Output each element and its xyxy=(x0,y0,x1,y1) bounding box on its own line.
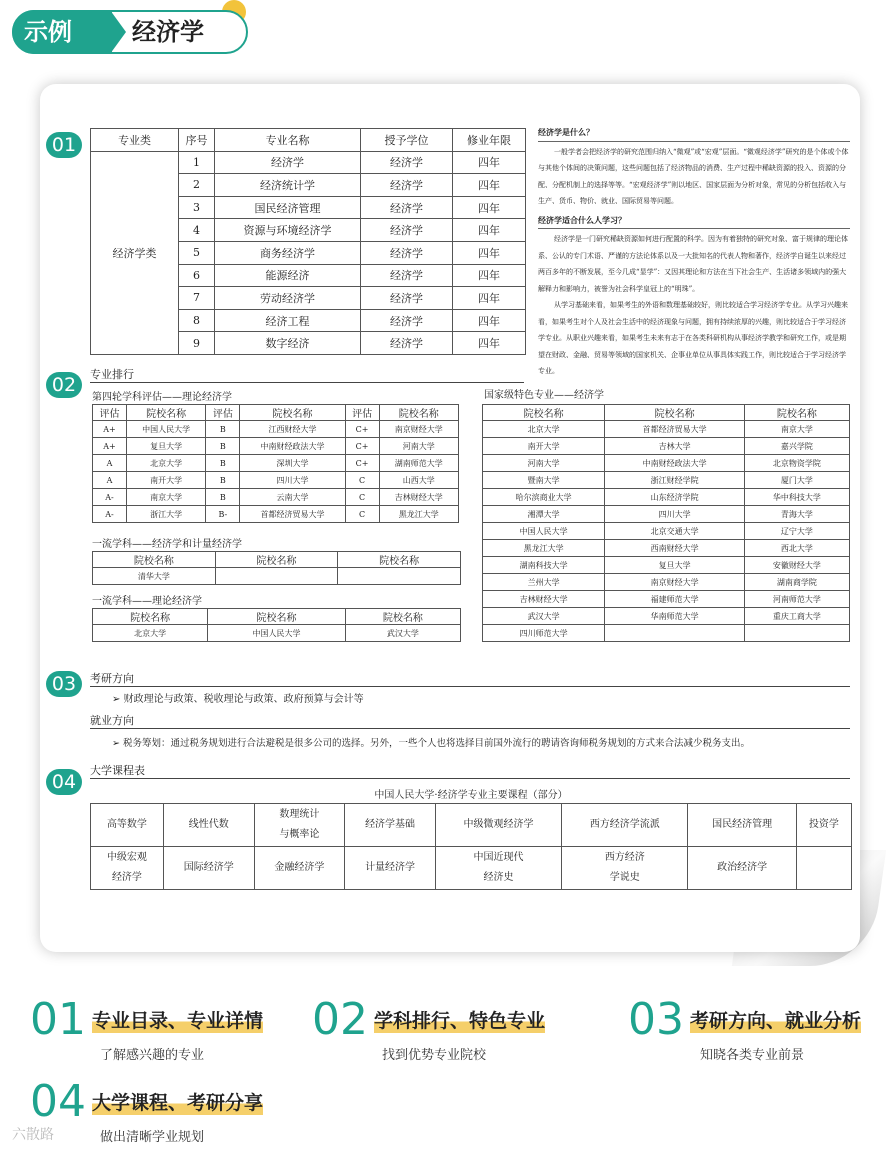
table-cell: A xyxy=(93,455,127,472)
table-cell: 国民经济管理 xyxy=(215,196,361,219)
table-row xyxy=(93,489,459,506)
table-cell xyxy=(744,625,849,642)
table-cell: 河南师范大学 xyxy=(744,591,849,608)
table-cell: 四川师范大学 xyxy=(483,625,605,642)
intro-question-2: 经济学适合什么人学习？ xyxy=(538,212,850,230)
table-cell: 首都经济贸易大学 xyxy=(240,506,345,523)
feature-3 xyxy=(628,994,862,1063)
nat-title: 国家级特色专业——经济学 xyxy=(484,390,604,401)
table-cell: 能源经济 xyxy=(215,264,361,287)
table-cell: A- xyxy=(93,506,127,523)
watermark: 六散路 xyxy=(12,1127,54,1143)
header-cell: 院校名称 xyxy=(240,405,345,421)
table-cell: B xyxy=(206,472,240,489)
intro-paragraph-2: 经济学是一门研究稀缺资源如何进行配置的科学。因为有着独特的研究对象、富于规律的理论体系、公认的专门术语、严谨的方法论体系以及一大批知名的代表人物和著作，经济学自诞生以来经过两百多年的不断发展，至今几成“显学”：又因其理论和方法在当下社会生产、生活诸多领域内的强大解释力和影响力，被誉为社会科学皇冠上的“明珠”。 xyxy=(538,235,848,293)
table-cell: 山西大学 xyxy=(379,472,458,489)
table-cell: A+ xyxy=(93,438,127,455)
course-cell xyxy=(796,847,851,890)
fc2-table xyxy=(92,608,461,642)
table-cell: 经济学 xyxy=(361,219,453,242)
section-number-01: 01 xyxy=(46,132,82,158)
course-cell: 高等数学 xyxy=(91,804,164,847)
table-row xyxy=(93,472,459,489)
courses-caption: 中国人民大学·经济学专业主要课程（部分） xyxy=(374,790,568,801)
fc2-title: 一流学科——理论经济学 xyxy=(92,596,202,607)
table-row xyxy=(483,489,850,506)
feature-2-head: 学科排行、特色专业 xyxy=(374,1006,545,1033)
feature-1-head: 专业目录、专业详情 xyxy=(92,1006,263,1033)
table-cell: C+ xyxy=(345,455,379,472)
course-cell: 西方经济学流派 xyxy=(562,804,688,847)
table-cell: C xyxy=(345,506,379,523)
table-cell: 四年 xyxy=(453,174,526,197)
table-cell: 7 xyxy=(179,287,215,310)
table-cell: 深圳大学 xyxy=(240,455,345,472)
header-cell: 院校名称 xyxy=(345,609,460,625)
table-row xyxy=(93,421,459,438)
section-number-02: 02 xyxy=(46,372,82,398)
table-cell: B- xyxy=(206,506,240,523)
grad-text: 财政理论与政策、税收理论与政策、政府预算与会计等 xyxy=(123,694,364,705)
table-cell: 复旦大学 xyxy=(605,557,745,574)
table-cell: 湘潭大学 xyxy=(483,506,605,523)
table-row xyxy=(483,540,850,557)
header-cell: 院校名称 xyxy=(744,405,849,421)
table-cell: 暨南大学 xyxy=(483,472,605,489)
grad-title: 考研方向 xyxy=(90,670,850,687)
rank-title: 专业排行 xyxy=(90,366,524,383)
table-cell: 北京交通大学 xyxy=(605,523,745,540)
table-row xyxy=(483,625,850,642)
table-cell: 北京大学 xyxy=(127,455,206,472)
header-cell: 院校名称 xyxy=(379,405,458,421)
header-cell: 院校名称 xyxy=(93,609,208,625)
table-row xyxy=(483,455,850,472)
header-cell: 评估 xyxy=(345,405,379,421)
course-cell: 计量经济学 xyxy=(345,847,436,890)
section-number-04: 04 xyxy=(46,769,82,795)
table-cell: 经济学 xyxy=(361,332,453,355)
table-cell: 四川大学 xyxy=(240,472,345,489)
table-cell: 经济学 xyxy=(361,241,453,264)
job-item xyxy=(112,735,750,749)
feature-1-num: 01 xyxy=(30,994,86,1045)
table-row xyxy=(93,455,459,472)
table-cell: 兰州大学 xyxy=(483,574,605,591)
table-cell: 北京大学 xyxy=(483,421,605,438)
course-cell: 中国近现代 经济史 xyxy=(435,847,561,890)
feature-2 xyxy=(312,994,546,1063)
course-cell: 投资学 xyxy=(796,804,851,847)
table-cell: 武汉大学 xyxy=(483,608,605,625)
table-cell: C+ xyxy=(345,421,379,438)
table-cell: 4 xyxy=(179,219,215,242)
header-tag: 示例 xyxy=(12,10,112,54)
course-cell: 数理统计 与概率论 xyxy=(254,804,345,847)
table-cell: C+ xyxy=(345,438,379,455)
feature-1-desc: 了解感兴趣的专业 xyxy=(100,1048,205,1063)
table-cell: B xyxy=(206,455,240,472)
job-text: 税务筹划：通过税务规划进行合法避税是很多公司的选择。另外，一些个人也将选择目前国外流行的聘请咨询师税务规划的方式来合法减少税务支出。 xyxy=(123,738,751,749)
feature-2-desc: 找到优势专业院校 xyxy=(382,1048,487,1063)
table-cell: 中国人民大学 xyxy=(483,523,605,540)
table-cell: 商务经济学 xyxy=(215,241,361,264)
table-row xyxy=(483,574,850,591)
table-cell: C xyxy=(345,472,379,489)
course-cell: 中级微观经济学 xyxy=(435,804,561,847)
table-cell: A- xyxy=(93,489,127,506)
table-cell xyxy=(605,625,745,642)
intro-paragraph-3: 从学习基础来看，如果考生的外语和数理基础较好，则比较适合学习经济学专业。从学习兴趣来看，如果考生对个人及社会生活中的经济现象与问题，拥有持续浓厚的兴趣，则比较适合于学习经济学专业。从职业兴趣来看，如果考生未来有志于在各类科研机构从事经济学教学和研究工作，或是期望在财政、金融、贸易等领域的国家机关、企事业单位从事具体实践工作，则比较适合于学习经济学专业。 xyxy=(538,301,848,375)
table-row xyxy=(91,151,526,174)
course-cell: 国民经济管理 xyxy=(688,804,796,847)
table-cell: 四年 xyxy=(453,196,526,219)
table-row xyxy=(483,506,850,523)
table-cell: 中国人民大学 xyxy=(127,421,206,438)
table-cell xyxy=(338,568,461,585)
table-cell: 经济统计学 xyxy=(215,174,361,197)
th-years: 修业年限 xyxy=(453,129,526,152)
table-cell: 湖南科技大学 xyxy=(483,557,605,574)
table-cell: B xyxy=(206,438,240,455)
feature-1 xyxy=(30,994,264,1063)
intro-text xyxy=(538,122,850,380)
table-cell: 北京大学 xyxy=(93,625,208,642)
table-cell: 四年 xyxy=(453,151,526,174)
table-cell: 复旦大学 xyxy=(127,438,206,455)
feature-3-desc: 知晓各类专业前景 xyxy=(700,1048,805,1063)
table-cell: 中南财经政法大学 xyxy=(605,455,745,472)
course-cell: 经济学基础 xyxy=(345,804,436,847)
table-cell: 四年 xyxy=(453,287,526,310)
table-cell: 南京大学 xyxy=(744,421,849,438)
table-cell: 中国人民大学 xyxy=(208,625,346,642)
table-cell: 黑龙江大学 xyxy=(379,506,458,523)
table-cell: 8 xyxy=(179,309,215,332)
courses-table xyxy=(90,803,852,890)
table-row xyxy=(483,438,850,455)
table-cell: 青海大学 xyxy=(744,506,849,523)
category-cell: 经济学类 xyxy=(91,151,179,354)
table-cell: 经济学 xyxy=(361,264,453,287)
table-cell: A xyxy=(93,472,127,489)
course-cell: 西方经济 学说史 xyxy=(562,847,688,890)
table-cell: 西北大学 xyxy=(744,540,849,557)
table-cell: 数字经济 xyxy=(215,332,361,355)
table-cell: B xyxy=(206,421,240,438)
table-row xyxy=(483,608,850,625)
table-cell: 厦门大学 xyxy=(744,472,849,489)
table-cell: 2 xyxy=(179,174,215,197)
table-cell: 福建师范大学 xyxy=(605,591,745,608)
table-cell: 辽宁大学 xyxy=(744,523,849,540)
table-cell: 黑龙江大学 xyxy=(483,540,605,557)
course-cell: 中级宏观 经济学 xyxy=(91,847,164,890)
table-row xyxy=(93,625,461,642)
table-row xyxy=(91,847,852,890)
intro-paragraph-1: 一般学者会把经济学的研究范围归纳入“微观”或“宏观”层面。“微观经济学”研究的是个体或个体与其他个体间的决策问题，这些问题包括了经济物品的消费、生产过程中稀缺资源的投入、资源的分配、分配机制上的选择等等。“宏观经济学”则以地区、国家层面为分析对象，常见的分析包括收入与生产、货币、物价、就业、国际贸易等问题。 xyxy=(538,147,849,205)
table-cell: 经济学 xyxy=(361,287,453,310)
course-cell: 国际经济学 xyxy=(163,847,254,890)
table-cell: B xyxy=(206,489,240,506)
table-cell: 北京物资学院 xyxy=(744,455,849,472)
table-cell: 劳动经济学 xyxy=(215,287,361,310)
intro-question-1: 经济学是什么？ xyxy=(538,124,850,142)
feature-4-desc: 做出清晰学业规划 xyxy=(100,1130,205,1145)
eval-table xyxy=(92,404,459,523)
feature-4-num: 04 xyxy=(30,1076,86,1127)
table-cell: 南京财经大学 xyxy=(379,421,458,438)
feature-3-num: 03 xyxy=(628,994,684,1045)
table-cell: 湖南师范大学 xyxy=(379,455,458,472)
table-cell: 浙江大学 xyxy=(127,506,206,523)
table-cell: 首都经济贸易大学 xyxy=(605,421,745,438)
table-cell: 浙江财经学院 xyxy=(605,472,745,489)
courses-title: 大学课程表 xyxy=(90,762,850,779)
table-cell: 吉林大学 xyxy=(605,438,745,455)
table-cell: 山东经济学院 xyxy=(605,489,745,506)
grad-item xyxy=(112,690,364,705)
table-cell: 6 xyxy=(179,264,215,287)
table-cell: 西南财经大学 xyxy=(605,540,745,557)
table-cell: 经济学 xyxy=(361,151,453,174)
eval-title: 第四轮学科评估——理论经济学 xyxy=(92,392,232,403)
table-row xyxy=(91,804,852,847)
table-cell: 南开大学 xyxy=(127,472,206,489)
header-cell: 院校名称 xyxy=(338,552,461,568)
table-cell: 经济学 xyxy=(215,151,361,174)
table-row xyxy=(93,438,459,455)
table-cell: 武汉大学 xyxy=(345,625,460,642)
th-degree: 授予学位 xyxy=(361,129,453,152)
table-cell: 江西财经大学 xyxy=(240,421,345,438)
header-title: 经济学 xyxy=(132,18,204,46)
major-table xyxy=(90,128,526,355)
table-cell: 吉林财经大学 xyxy=(379,489,458,506)
table-cell: 9 xyxy=(179,332,215,355)
header-cell: 院校名称 xyxy=(215,552,338,568)
table-cell: 安徽财经大学 xyxy=(744,557,849,574)
table-cell: 嘉兴学院 xyxy=(744,438,849,455)
table-cell: 哈尔滨商业大学 xyxy=(483,489,605,506)
table-cell: 华南师范大学 xyxy=(605,608,745,625)
course-cell: 金融经济学 xyxy=(254,847,345,890)
table-cell: 河南大学 xyxy=(379,438,458,455)
table-cell: 中南财经政法大学 xyxy=(240,438,345,455)
table-cell: 河南大学 xyxy=(483,455,605,472)
table-cell: 四川大学 xyxy=(605,506,745,523)
header-cell: 院校名称 xyxy=(605,405,745,421)
bullet-icon: ➢ xyxy=(112,738,120,749)
table-cell xyxy=(215,568,338,585)
table-cell: 四年 xyxy=(453,264,526,287)
table-cell: 南京财经大学 xyxy=(605,574,745,591)
table-cell: 云南大学 xyxy=(240,489,345,506)
table-cell: 四年 xyxy=(453,332,526,355)
table-cell: 四年 xyxy=(453,219,526,242)
table-cell: 清华大学 xyxy=(93,568,216,585)
section-number-03: 03 xyxy=(46,671,82,697)
table-cell: 5 xyxy=(179,241,215,264)
table-cell: 南开大学 xyxy=(483,438,605,455)
feature-4-head: 大学课程、考研分享 xyxy=(92,1088,263,1115)
header-cell: 院校名称 xyxy=(93,552,216,568)
table-cell: 1 xyxy=(179,151,215,174)
table-cell: 经济学 xyxy=(361,309,453,332)
th-major: 专业名称 xyxy=(215,129,361,152)
fc1-title: 一流学科——经济学和计量经济学 xyxy=(92,539,242,550)
table-cell: 四年 xyxy=(453,241,526,264)
table-row xyxy=(483,421,850,438)
table-cell: 吉林财经大学 xyxy=(483,591,605,608)
course-cell: 政治经济学 xyxy=(688,847,796,890)
table-cell: 经济工程 xyxy=(215,309,361,332)
table-cell: 四年 xyxy=(453,309,526,332)
bullet-icon: ➢ xyxy=(112,694,121,705)
nat-table xyxy=(482,404,850,642)
table-row xyxy=(483,523,850,540)
fc1-table xyxy=(92,551,461,585)
table-cell: C xyxy=(345,489,379,506)
header-cell: 院校名称 xyxy=(483,405,605,421)
job-title: 就业方向 xyxy=(90,712,850,729)
table-cell: A+ xyxy=(93,421,127,438)
table-row xyxy=(93,506,459,523)
course-cell: 线性代数 xyxy=(163,804,254,847)
th-category: 专业类 xyxy=(91,129,179,152)
table-cell: 经济学 xyxy=(361,196,453,219)
header-cell: 评估 xyxy=(93,405,127,421)
page-header xyxy=(12,10,248,54)
table-cell: 南京大学 xyxy=(127,489,206,506)
table-cell: 资源与环境经济学 xyxy=(215,219,361,242)
table-cell: 重庆工商大学 xyxy=(744,608,849,625)
feature-3-head: 考研方向、就业分析 xyxy=(690,1006,861,1033)
th-no: 序号 xyxy=(179,129,215,152)
header-cell: 评估 xyxy=(206,405,240,421)
table-row xyxy=(483,557,850,574)
feature-2-num: 02 xyxy=(312,994,368,1045)
table-row xyxy=(483,472,850,489)
table-cell: 经济学 xyxy=(361,174,453,197)
table-row xyxy=(483,591,850,608)
table-cell: 华中科技大学 xyxy=(744,489,849,506)
header-cell: 院校名称 xyxy=(127,405,206,421)
table-cell: 3 xyxy=(179,196,215,219)
table-cell: 湖南商学院 xyxy=(744,574,849,591)
table-row xyxy=(93,568,461,585)
header-cell: 院校名称 xyxy=(208,609,346,625)
